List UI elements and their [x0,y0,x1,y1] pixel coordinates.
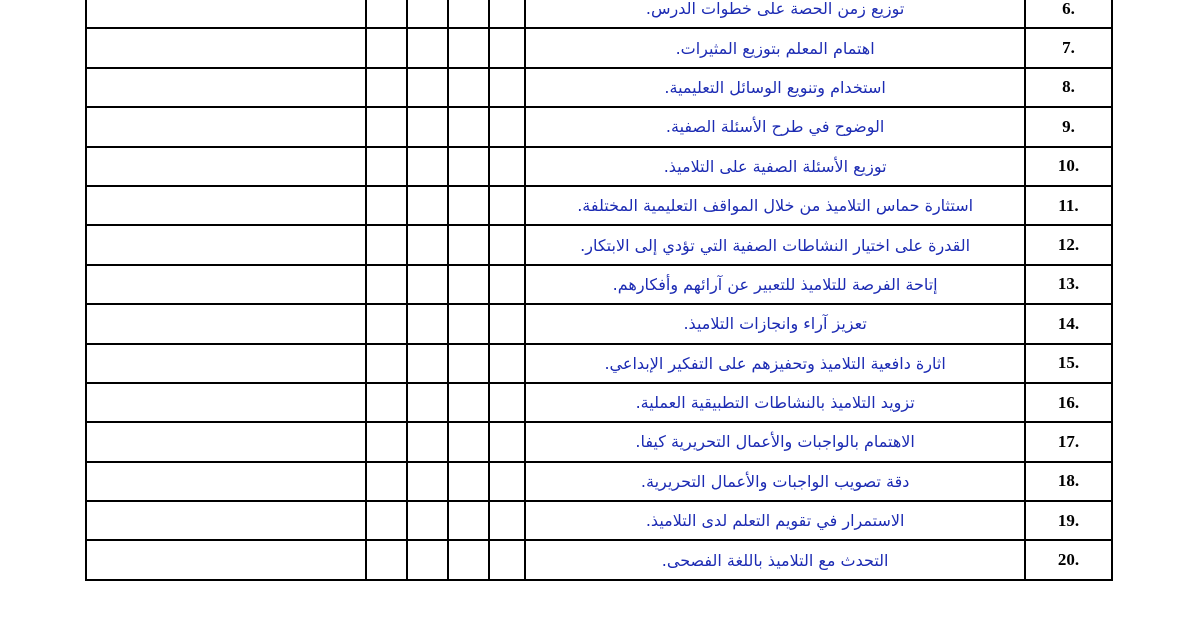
rating-cell [366,0,407,28]
rating-cell [448,462,489,501]
rating-cell [489,107,525,146]
table-row [86,147,1112,186]
rating-cell [448,107,489,146]
table-row [86,68,1112,107]
notes-cell [86,304,366,343]
rating-cell [407,68,448,107]
notes-cell [86,540,366,579]
table-row [86,0,1112,28]
rating-cell [407,147,448,186]
table-row [86,107,1112,146]
item-number-cell: 8. [1025,68,1112,107]
item-number-cell: 17. [1025,422,1112,461]
rating-cell [366,28,407,67]
rating-cell [489,540,525,579]
item-number-cell: 15. [1025,344,1112,383]
item-number-cell: 9. [1025,107,1112,146]
item-number-cell: 20. [1025,540,1112,579]
table-row [86,462,1112,501]
evaluation-table [85,0,1113,581]
rating-cell [407,462,448,501]
item-number-cell: 19. [1025,501,1112,540]
table-row [86,265,1112,304]
criterion-cell: استثارة حماس التلاميذ من خلال المواقف التعليمية المختلفة. [525,186,1024,225]
item-number-cell: 13. [1025,265,1112,304]
rating-cell [448,0,489,28]
rating-cell [366,68,407,107]
rating-cell [489,265,525,304]
table-row [86,422,1112,461]
criterion-cell: الاستمرار في تقويم التعلم لدى التلاميذ. [525,501,1024,540]
rating-cell [489,225,525,264]
rating-cell [489,186,525,225]
table-row [86,304,1112,343]
criterion-cell: اهتمام المعلم بتوزيع المثيرات. [525,28,1024,67]
table-row [86,383,1112,422]
rating-cell [366,225,407,264]
rating-cell [407,0,448,28]
notes-cell [86,501,366,540]
rating-cell [366,462,407,501]
criterion-cell: دقة تصويب الواجبات والأعمال التحريرية. [525,462,1024,501]
criterion-cell: الاهتمام بالواجبات والأعمال التحريرية كيفا. [525,422,1024,461]
rating-cell [448,501,489,540]
item-number-cell: 7. [1025,28,1112,67]
item-number-cell: 6. [1025,0,1112,28]
rating-cell [489,28,525,67]
rating-cell [366,501,407,540]
table-row [86,344,1112,383]
item-number-cell: 12. [1025,225,1112,264]
rating-cell [407,186,448,225]
rating-cell [448,304,489,343]
rating-cell [366,107,407,146]
rating-cell [448,383,489,422]
rating-cell [489,0,525,28]
rating-cell [448,422,489,461]
rating-cell [366,344,407,383]
rating-cell [407,304,448,343]
rating-cell [407,383,448,422]
notes-cell [86,147,366,186]
item-number-cell: 16. [1025,383,1112,422]
rating-cell [366,147,407,186]
rating-cell [448,68,489,107]
notes-cell [86,28,366,67]
rating-cell [448,344,489,383]
notes-cell [86,383,366,422]
criterion-cell: التحدث مع التلاميذ باللغة الفصحى. [525,540,1024,579]
notes-cell [86,462,366,501]
item-number-cell: 14. [1025,304,1112,343]
rating-cell [489,422,525,461]
rating-cell [366,265,407,304]
rating-cell [407,107,448,146]
item-number-cell: 11. [1025,186,1112,225]
notes-cell [86,422,366,461]
rating-cell [407,540,448,579]
rating-cell [407,501,448,540]
rating-cell [448,186,489,225]
notes-cell [86,107,366,146]
table-body [86,0,1112,580]
rating-cell [489,501,525,540]
rating-cell [448,540,489,579]
rating-cell [407,225,448,264]
notes-cell [86,225,366,264]
rating-cell [366,186,407,225]
rating-cell [489,147,525,186]
rating-cell [489,68,525,107]
notes-cell [86,265,366,304]
rating-cell [489,383,525,422]
notes-cell [86,68,366,107]
rating-cell [489,304,525,343]
table-row [86,540,1112,579]
criterion-cell: تعزيز آراء وانجازات التلاميذ. [525,304,1024,343]
rating-cell [366,304,407,343]
criterion-cell: تزويد التلاميذ بالنشاطات التطبيقية العملية. [525,383,1024,422]
criterion-cell: استخدام وتنويع الوسائل التعليمية. [525,68,1024,107]
item-number-cell: 10. [1025,147,1112,186]
criterion-cell: توزيع الأسئلة الصفية على التلاميذ. [525,147,1024,186]
rating-cell [448,265,489,304]
rating-cell [366,422,407,461]
rating-cell [448,225,489,264]
rating-cell [489,462,525,501]
criterion-cell: القدرة على اختيار النشاطات الصفية التي تؤدي إلى الابتكار. [525,225,1024,264]
rating-cell [407,28,448,67]
table-row [86,225,1112,264]
criterion-cell: إتاحة الفرصة للتلاميذ للتعبير عن آرائهم وأفكارهم. [525,265,1024,304]
notes-cell [86,0,366,28]
rating-cell [366,383,407,422]
table-row [86,28,1112,67]
criterion-cell: توزيع زمن الحصة على خطوات الدرس. [525,0,1024,28]
rating-cell [366,540,407,579]
criterion-cell: اثارة دافعية التلاميذ وتحفيزهم على التفكير الإبداعي. [525,344,1024,383]
table-row [86,501,1112,540]
notes-cell [86,344,366,383]
item-number-cell: 18. [1025,462,1112,501]
rating-cell [448,28,489,67]
rating-cell [489,344,525,383]
rating-cell [407,422,448,461]
rating-cell [407,344,448,383]
criterion-cell: الوضوح في طرح الأسئلة الصفية. [525,107,1024,146]
notes-cell [86,186,366,225]
rating-cell [448,147,489,186]
rating-cell [407,265,448,304]
table-row [86,186,1112,225]
